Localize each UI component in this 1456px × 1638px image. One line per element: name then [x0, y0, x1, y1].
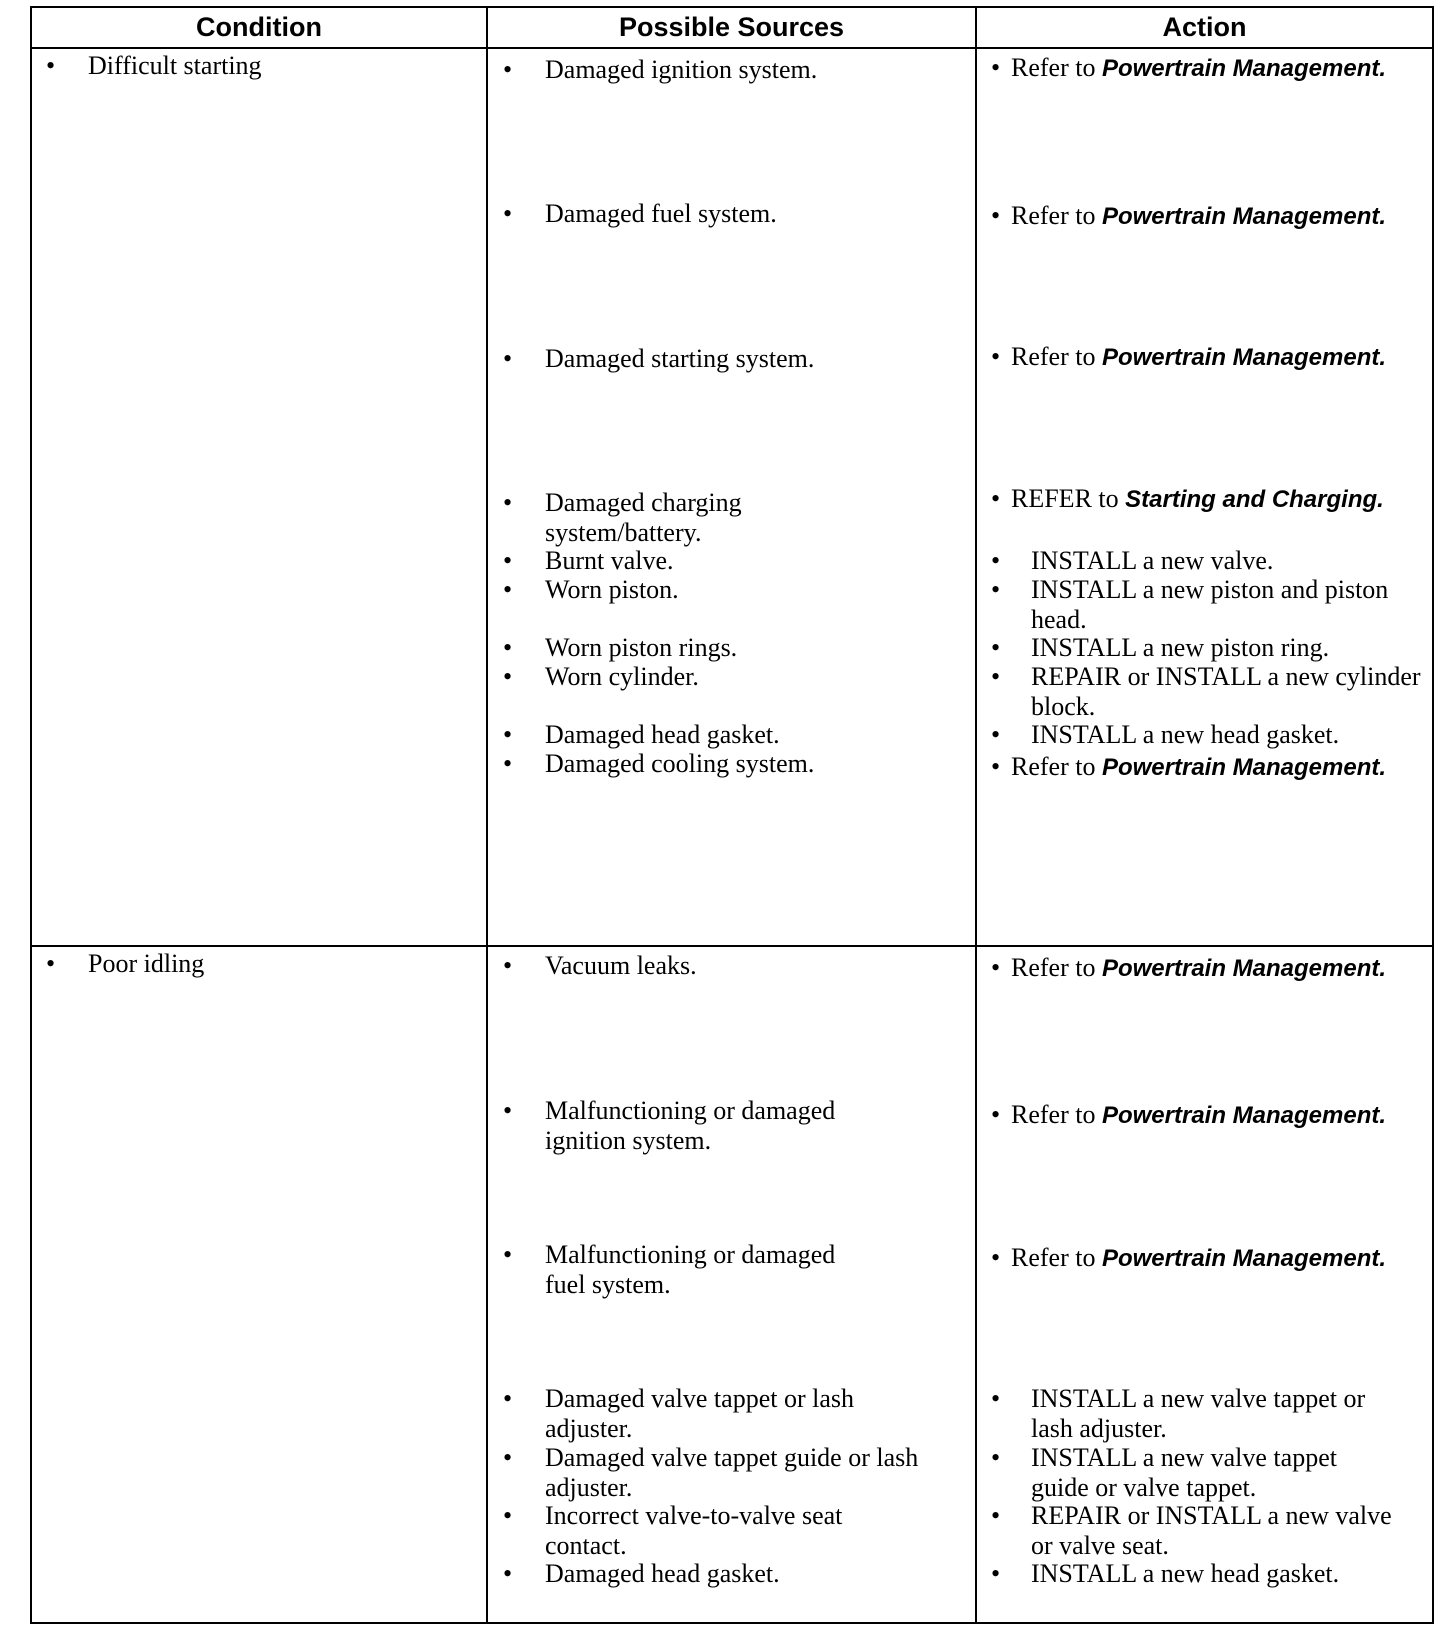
bullet-icon: •: [503, 633, 513, 662]
bullet-icon: •: [991, 1443, 1001, 1472]
bullet-icon: •: [503, 1240, 513, 1269]
list-item: [503, 720, 961, 750]
action-prefix: REFER to: [1011, 484, 1126, 513]
troubleshooting-document: [30, 6, 1432, 1620]
actions-cell: [976, 946, 1433, 1623]
bullet-icon: •: [503, 199, 513, 228]
header-action: Action: [976, 7, 1433, 48]
list-item: [503, 344, 961, 374]
list-item: [503, 749, 961, 779]
source-text: Damaged valve tappet guide or lash adjuster.: [545, 1443, 919, 1502]
source-text: Damaged ignition system.: [545, 55, 818, 84]
source-text: Worn piston.: [545, 575, 679, 604]
list-item: [503, 546, 961, 576]
bullet-icon: •: [991, 720, 1001, 749]
list-item: [503, 575, 961, 605]
list-item: [991, 1243, 1426, 1274]
list-item: [503, 199, 961, 229]
source-text: Damaged starting system.: [545, 344, 815, 373]
bullet-icon: •: [503, 488, 513, 517]
diagnosis-table: [30, 6, 1434, 1624]
header-row: [31, 7, 1433, 48]
bullet-icon: •: [991, 53, 1001, 82]
source-text: Damaged fuel system.: [545, 199, 777, 228]
list-item: [991, 720, 1426, 750]
action-text: INSTALL a new valve tappet or lash adjuster.: [1031, 1384, 1366, 1443]
bullet-icon: •: [503, 1443, 513, 1472]
bullet-icon: •: [991, 1501, 1001, 1530]
list-item: [503, 662, 961, 692]
bullet-icon: •: [503, 575, 513, 604]
action-text: INSTALL a new piston and piston head.: [1031, 575, 1389, 634]
source-text: Vacuum leaks.: [545, 951, 697, 980]
list-item: [991, 1100, 1426, 1131]
list-item: [991, 201, 1426, 232]
condition-text: Difficult starting: [88, 51, 262, 80]
bullet-icon: •: [46, 51, 56, 80]
list-item: [991, 953, 1426, 984]
action-prefix: Refer to: [1011, 1243, 1102, 1272]
manual-reference: Powertrain Management.: [1101, 203, 1387, 230]
action-text: INSTALL a new head gasket.: [1031, 720, 1340, 749]
source-text: Damaged cooling system.: [545, 749, 815, 778]
bullet-icon: •: [991, 1559, 1001, 1588]
source-text: Worn piston rings.: [545, 633, 738, 662]
bullet-icon: •: [991, 575, 1001, 604]
bullet-icon: •: [991, 953, 1001, 982]
list-item: [991, 546, 1426, 576]
bullet-icon: •: [503, 662, 513, 691]
condition-text: Poor idling: [88, 949, 205, 978]
bullet-icon: •: [991, 342, 1001, 371]
action-text: INSTALL a new piston ring.: [1031, 633, 1330, 662]
list-item: [503, 1501, 915, 1561]
bullet-icon: •: [991, 546, 1001, 575]
bullet-icon: •: [503, 1096, 513, 1125]
list-item: [503, 633, 961, 663]
action-prefix: Refer to: [1011, 53, 1102, 82]
list-item: [503, 951, 961, 981]
bullet-icon: •: [991, 484, 1001, 513]
bullet-icon: •: [503, 1384, 513, 1413]
bullet-icon: •: [503, 55, 513, 84]
action-prefix: Refer to: [1011, 752, 1102, 781]
condition-item: [46, 949, 476, 979]
source-text: Malfunctioning or damaged ignition system.: [545, 1096, 836, 1155]
bullet-icon: •: [991, 633, 1001, 662]
bullet-icon: •: [503, 720, 513, 749]
bullet-icon: •: [991, 1243, 1001, 1272]
action-text: INSTALL a new valve.: [1031, 546, 1274, 575]
source-text: Incorrect valve-to-valve seat contact.: [545, 1501, 843, 1560]
bullet-icon: •: [991, 1100, 1001, 1129]
manual-reference: Powertrain Management.: [1101, 754, 1387, 781]
condition-cell: [31, 946, 487, 1623]
action-prefix: Refer to: [1011, 953, 1102, 982]
table-row: [31, 48, 1433, 946]
list-item: [991, 1501, 1392, 1561]
action-prefix: Refer to: [1011, 201, 1102, 230]
manual-reference: Powertrain Management.: [1101, 55, 1387, 82]
condition-item: [46, 51, 476, 81]
list-item: [991, 342, 1426, 373]
bullet-icon: •: [503, 1559, 513, 1588]
actions-cell: [976, 48, 1433, 946]
bullet-icon: •: [991, 1384, 1001, 1413]
source-text: Damaged head gasket.: [545, 1559, 780, 1588]
list-item: [991, 633, 1426, 663]
action-prefix: Refer to: [1011, 1100, 1102, 1129]
bullet-icon: •: [991, 662, 1001, 691]
list-item: [991, 662, 1426, 722]
list-item: [991, 1559, 1426, 1589]
source-text: Malfunctioning or damaged fuel system.: [545, 1240, 836, 1299]
list-item: [991, 575, 1426, 635]
sources-cell: [487, 48, 976, 946]
source-text: Damaged head gasket.: [545, 720, 780, 749]
list-item: [503, 1240, 865, 1300]
table-row: [31, 946, 1433, 1623]
list-item: [503, 1559, 961, 1589]
bullet-icon: •: [503, 951, 513, 980]
bullet-icon: •: [991, 201, 1001, 230]
list-item: [991, 1443, 1392, 1503]
source-text: Damaged valve tappet or lash adjuster.: [545, 1384, 854, 1443]
bullet-icon: •: [503, 546, 513, 575]
action-text: REPAIR or INSTALL a new cylinder block.: [1031, 662, 1421, 721]
action-text: INSTALL a new valve tappet guide or valve tappet.: [1031, 1443, 1337, 1502]
list-item: [503, 1443, 935, 1503]
bullet-icon: •: [991, 752, 1001, 781]
action-text: INSTALL a new head gasket.: [1031, 1559, 1340, 1588]
list-item: [503, 1384, 895, 1444]
action-prefix: Refer to: [1011, 342, 1102, 371]
list-item: [503, 55, 961, 85]
list-item: [503, 1096, 865, 1156]
source-text: Burnt valve.: [545, 546, 674, 575]
source-text: Worn cylinder.: [545, 662, 699, 691]
header-condition: Condition: [31, 7, 487, 48]
bullet-icon: •: [503, 749, 513, 778]
source-text: Damaged charging system/battery.: [545, 488, 742, 547]
list-item: [991, 53, 1426, 84]
header-possible-sources: Possible Sources: [487, 7, 976, 48]
condition-cell: [31, 48, 487, 946]
manual-reference: Powertrain Management.: [1101, 1245, 1387, 1272]
action-text: REPAIR or INSTALL a new valve or valve seat.: [1031, 1501, 1392, 1560]
list-item: [991, 1384, 1392, 1444]
manual-reference: Starting and Charging.: [1125, 486, 1384, 513]
manual-reference: Powertrain Management.: [1101, 344, 1387, 371]
bullet-icon: •: [46, 949, 56, 978]
manual-reference: Powertrain Management.: [1101, 1102, 1387, 1129]
list-item: [503, 488, 825, 548]
bullet-icon: •: [503, 1501, 513, 1530]
bullet-icon: •: [503, 344, 513, 373]
list-item: [991, 484, 1426, 515]
manual-reference: Powertrain Management.: [1101, 955, 1387, 982]
sources-cell: [487, 946, 976, 1623]
list-item: [991, 752, 1426, 783]
